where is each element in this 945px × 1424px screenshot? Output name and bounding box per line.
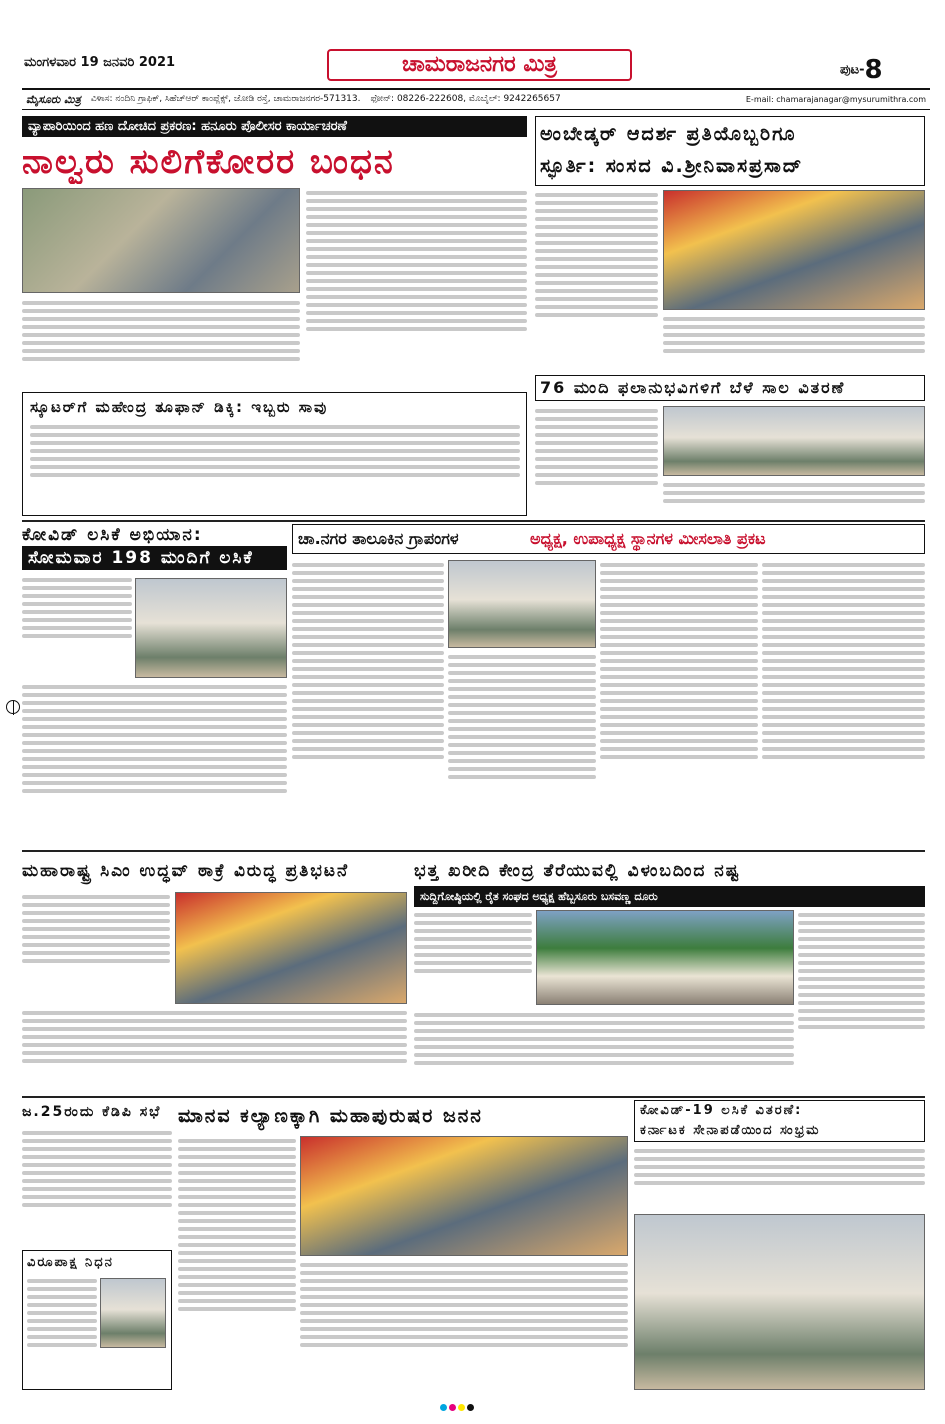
registration-mark-left [6,700,20,714]
registration-colorbar [440,1404,474,1411]
story1-headline: ನಾಲ್ವರು ಸುಲಿಗೆಕೋರರ ಬಂಧನ [22,142,395,182]
story6-body-col2 [448,652,596,842]
email-address: E-mail: chamarajanagar@mysurumithra.com [745,95,926,104]
story8-body-right [798,910,925,1092]
story7-headline: ಮಹಾರಾಷ್ಟ್ರ ಸಿಎಂ ಉದ್ಧವ್ ಠಾಕ್ರೆ ವಿರುದ್ಧ ಪ್ರತಿಭಟನೆ [22,861,350,881]
issue-date: ಮಂಗಳವಾರ 19 ಜನವರಿ 2021 [24,55,176,70]
story5-body-left [22,575,132,675]
newspaper-title: ಚಾಮರಾಜನಗರ ಮಿತ್ರ [327,49,632,81]
story5-headline-line2: ಸೋಮವಾರ 198 ಮಂದಿಗೆ ಲಸಿಕೆ [28,548,254,568]
story12-headline-line2: ಕರ್ನಾಟಕ ಸೇನಾಪಡೆಯಿಂದ ಸಂಭ್ರಮ [640,1123,821,1138]
story7-body [22,1008,407,1092]
black-swatch [467,1404,474,1411]
story11-photo [300,1136,628,1256]
magenta-swatch [449,1404,456,1411]
story10-portrait [100,1278,166,1348]
story4-headline: 76 ಮಂದಿ ಫಲಾನುಭವಿಗಳಿಗೆ ಬೆಳೆ ಸಾಲ ವಿತರಣೆ [540,378,846,397]
story10-body [27,1276,97,1386]
story2-body-left [535,190,658,365]
story8-headline: ಭತ್ತ ಖರೀದಿ ಕೇಂದ್ರ ತೆರೆಯುವಲ್ಲಿ ವಿಳಂಬದಿಂದ ನಷ್ಟ [414,861,741,881]
story2-photo [663,190,925,310]
story6-body-col3 [600,560,758,842]
story12-headline-line1: ಕೋವಿಡ್-19 ಲಸಿಕೆ ವಿತರಣೆ: [640,1103,803,1118]
story2-headline-line1: ಅಂಬೇಡ್ಕರ್ ಆದರ್ಶ ಪ್ರತಿಯೊಬ್ಬರಿಗೂ [540,123,797,145]
story11-body [300,1260,628,1390]
story1-kicker: ವ್ಯಾಪಾರಿಯಿಂದ ಹಣ ದೋಚಿದ ಪ್ರಕರಣ: ಹನೂರು ಪೊಲೀಸರ ಕಾರ್ಯಾಚರಣೆ [22,116,527,137]
cyan-swatch [440,1404,447,1411]
story1-body [22,298,300,388]
story6-body-col1 [292,560,444,842]
section-divider-3 [22,1096,925,1098]
story6-photo [448,560,596,648]
page-label: ಪುಟ- [840,62,865,78]
story8-body [414,1010,794,1092]
section-divider-2 [22,850,925,852]
story8-body-left [414,910,532,1005]
story7-photo [175,892,407,1004]
story9-headline: ಜ.25ರಂದು ಕೆಡಿಪಿ ಸಭೆ [22,1104,162,1120]
page-number [840,55,883,85]
story6-headline-red: ಅಧ್ಯಕ್ಷ, ಉಪಾಧ್ಯಕ್ಷ ಸ್ಥಾನಗಳ ಮೀಸಲಾತಿ ಪ್ರಕಟ [530,529,766,548]
story2-body-right [663,314,925,370]
story4-body [535,406,658,516]
story4-photo [663,406,925,476]
brand-logo: ಮೈಸೂರು ಮಿತ್ರ [26,93,81,106]
story6-body-col4 [762,560,925,842]
yellow-swatch [458,1404,465,1411]
story5-headline-line1: ಕೋವಿಡ್ ಲಸಿಕೆ ಅಭಿಯಾನ: [22,525,203,545]
story6-headline-black: ಚಾ.ನಗರ ತಾಲೂಕಿನ ಗ್ರಾಪಂಗಳ [298,529,459,548]
address: ವಿಳಾಸ: ನಂದಿನಿ ಗ್ರಾಫಿಕ್, ಸಿಹೆಚ್‌ಆರ್ ಕಾಂಪ್ಲೆಕ್ಸ್, ಜೋಡಿ ರಸ್ತೆ, ಚಾಮರಾಜನಗರ-571313. [90,94,361,104]
story5-photo [135,578,287,678]
section-divider-1 [22,520,925,522]
story1-photo [22,188,300,293]
story12-body [634,1146,925,1210]
story4-body-right [663,480,925,516]
contact-bar [22,88,930,110]
story1-body-col3 [306,188,527,388]
story3-body [30,422,520,512]
story8-photo [536,910,794,1005]
story8-subhead: ಸುದ್ದಿಗೋಷ್ಠಿಯಲ್ಲಿ ರೈತ ಸಂಘದ ಅಧ್ಯಕ್ಷ ಹೆಬ್ಬಸೂರು ಬಸವಣ್ಣ ದೂರು [414,886,925,907]
story9-body [22,1128,172,1246]
story11-headline: ಮಾನವ ಕಲ್ಯಾಣಕ್ಕಾಗಿ ಮಹಾಪುರುಷರ ಜನನ [178,1105,483,1127]
story10-headline: ವಿರೂಪಾಕ್ಷ ನಿಧನ [27,1255,114,1270]
story7-body-left [22,892,170,1002]
story5-body [22,682,287,842]
story11-body-left [178,1136,296,1390]
phone: ಫೋನ್: 08226-222608, ಮೊಬೈಲ್: 9242265657 [370,94,561,104]
page-number-value: 8 [864,55,883,85]
story2-headline-line2: ಸ್ಫೂರ್ತಿ: ಸಂಸದ ವಿ.ಶ್ರೀನಿವಾಸಪ್ರಸಾದ್ [540,155,804,177]
story12-photo [634,1214,925,1390]
story3-headline: ಸ್ಕೂಟರ್‌ಗೆ ಮಹೇಂದ್ರ ತೂಫಾನ್ ಡಿಕ್ಕಿ: ಇಬ್ಬರು ಸಾವು [30,398,329,416]
